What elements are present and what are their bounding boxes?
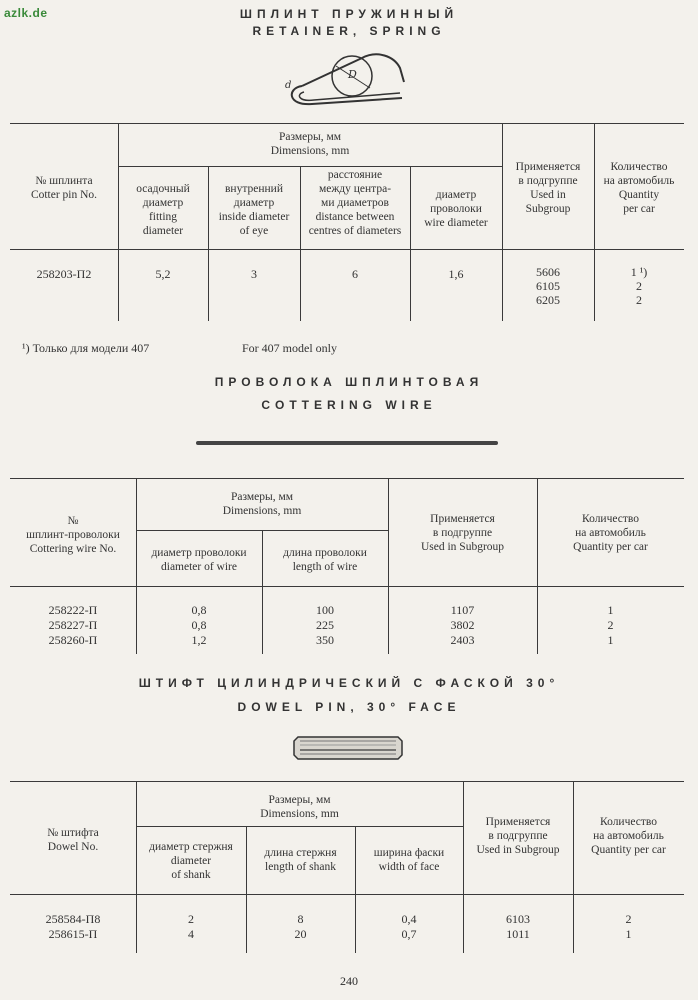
s3-cell-qty-2: 1 — [625, 927, 632, 941]
s3-header-subgroup: Применяется в подгруппе Used in Subgroup — [476, 816, 560, 856]
s2-cell-dia-2: 0,8 — [191, 618, 207, 632]
s2-header-quantity: Количество на автомобиль Quantity per car — [573, 513, 648, 553]
label-d-big: D — [348, 68, 357, 81]
s2-row-3: 258260-П — [48, 633, 98, 647]
s3-cell-len-1: 8 — [297, 912, 304, 926]
s1-cell-quantity: 1 ¹) 2 2 — [630, 265, 648, 307]
section2-title-ru: ПРОВОЛОКА ШПЛИНТОВАЯ — [214, 375, 484, 389]
section3-title-en: DOWEL PIN, 30° FACE — [237, 700, 461, 714]
s3-header-quantity: Количество на автомобиль Quantity per car — [591, 816, 666, 856]
s2-cell-dia-1: 0,8 — [191, 603, 207, 617]
section2-title-en: COTTERING WIRE — [261, 398, 437, 412]
s2-row-2: 258227-П — [48, 618, 98, 632]
s2-cell-sub-2: 3802 — [450, 618, 475, 632]
section1-title-ru: ШПЛИНТ ПРУЖИННЫЙ — [239, 7, 459, 21]
s3-cell-dia-2: 4 — [188, 927, 194, 941]
s3-header-face-width: ширина фаски width of face — [373, 847, 445, 873]
s1-header-fitting-diameter: осадочный диаметр fitting diameter — [136, 183, 190, 237]
s1-header-wire-diameter: диаметр проволоки wire diameter — [424, 189, 488, 229]
s2-header-wire-length: длина проволоки length of wire — [283, 547, 367, 573]
s2-header-number: № шплинт-проволоки Cottering wire No. — [26, 515, 120, 555]
s2-cell-sub-1: 1107 — [450, 603, 475, 617]
s3-header-shank-diameter: диаметр стержня diameter of shank — [149, 841, 233, 881]
label-d-small: d — [285, 80, 292, 91]
s2-cell-len-1: 100 — [316, 603, 334, 617]
s2-row-1: 258222-П — [48, 603, 98, 617]
s1-cell-number: 258203-П2 — [36, 267, 92, 281]
s3-cell-qty-1: 2 — [625, 912, 632, 926]
footnote-ru: ¹) Только для модели 407 — [22, 341, 150, 355]
s2-cell-qty-3: 1 — [607, 633, 614, 647]
s2-cell-len-2: 225 — [316, 618, 334, 632]
s1-header-subgroup: Применяется в подгруппе Used in Subgroup — [515, 161, 581, 215]
s3-header-dimensions: Размеры, мм Dimensions, mm — [260, 794, 339, 820]
s2-header-subgroup: Применяется в подгруппе Used in Subgroup — [420, 513, 505, 553]
page-number: 240 — [340, 974, 358, 988]
s2-cell-qty-1: 1 — [607, 603, 614, 617]
s3-cell-len-2: 20 — [294, 927, 307, 941]
spring-retainer-figure — [282, 48, 414, 110]
s3-cell-no-1: 258584-П8 — [45, 912, 101, 926]
s3-cell-face-1: 0,4 — [401, 912, 417, 926]
s2-cell-len-3: 350 — [316, 633, 334, 647]
s1-cell-eye: 3 — [251, 267, 257, 281]
s3-cell-sub-2: 1011 — [506, 927, 530, 941]
s2-cell-dia-3: 1,2 — [191, 633, 207, 647]
s1-cell-subgroup: 5606 6105 6205 — [536, 265, 560, 307]
footnote-en: For 407 model only — [242, 341, 337, 355]
s2-cell-qty-2: 2 — [607, 618, 614, 632]
s3-cell-dia-1: 2 — [188, 912, 194, 926]
s1-cell-distance: 6 — [352, 267, 358, 281]
s2-cell-sub-3: 2403 — [450, 633, 475, 647]
s1-header-number: № шплинта Cotter pin No. — [30, 175, 98, 201]
s1-cell-wire: 1,6 — [448, 267, 464, 281]
cottering-wire-figure — [196, 441, 498, 445]
s1-header-dimensions: Размеры, мм Dimensions, mm — [270, 131, 350, 157]
s1-header-eye-diameter: внутренний диаметр inside diameter of eye — [218, 183, 290, 237]
s3-cell-no-2: 258615-П — [48, 927, 98, 941]
watermark[interactable]: azlk.de — [4, 6, 48, 20]
s1-cell-fitting: 5,2 — [155, 267, 171, 281]
s3-cell-face-2: 0,7 — [401, 927, 417, 941]
s3-header-shank-length: длина стержня length of shank — [264, 847, 337, 873]
section1-title-en: RETAINER, SPRING — [252, 24, 446, 38]
s3-header-number: № штифта Dowel No. — [47, 827, 99, 853]
section3-title-ru: ШТИФТ ЦИЛИНДРИЧЕСКИЙ С ФАСКОЙ 30° — [138, 676, 560, 690]
s2-header-wire-diameter: диаметр проволоки diameter of wire — [151, 547, 247, 573]
s3-cell-sub-1: 6103 — [506, 912, 530, 926]
s1-header-centre-distance: расстояние между центра- ми диаметров distance between centres of diameters — [308, 169, 402, 237]
s1-header-quantity: Количество на автомобиль Quantity per car — [603, 161, 675, 215]
dowel-pin-figure — [292, 735, 404, 761]
s2-header-dimensions: Размеры, мм Dimensions, mm — [222, 491, 302, 517]
